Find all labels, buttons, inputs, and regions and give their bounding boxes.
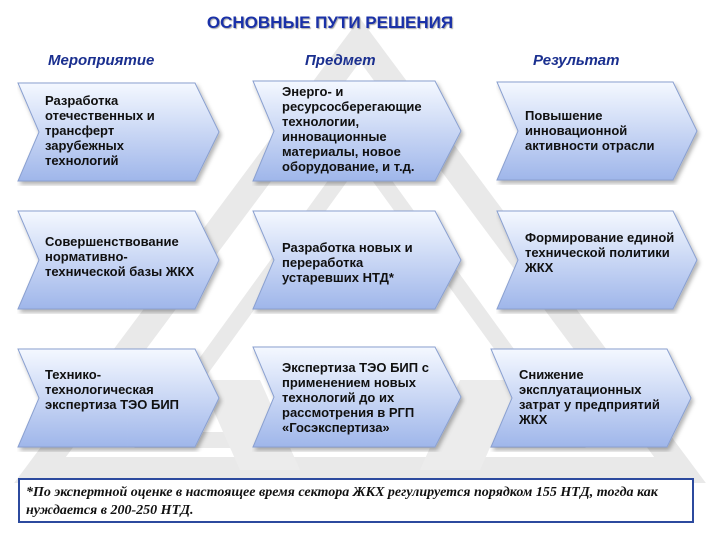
slide-title: ОСНОВНЫЕ ПУТИ РЕШЕНИЯ xyxy=(206,13,454,32)
subject-text-1: Энерго- и ресурсосберегающие технологии, инновационные материалы, новое оборудование, и т.д. xyxy=(282,84,422,174)
measure-text-3: Технико-технологическая экспертиза ТЭО БИП xyxy=(45,367,180,412)
measure-text-1: Разработка отечественных и трансферт зарубежных технологий xyxy=(45,93,155,168)
column-header-subject: Предмет xyxy=(305,52,376,69)
subject-text-3: Экспертиза ТЭО БИП с применением новых технологий до их рассмотрения в РГП «Госэкспертиза» xyxy=(282,360,429,435)
result-box-3 xyxy=(490,348,698,452)
subject-box-3 xyxy=(252,346,467,452)
result-box-1 xyxy=(496,81,704,185)
measure-box-2 xyxy=(17,210,225,314)
footnote: *По экспертной оценке в настоящее время сектора ЖКХ регулируется порядком 155 НТД, тогда как нуждается в 200-250 НТД. xyxy=(18,478,694,523)
column-header-result: Результат xyxy=(533,52,620,69)
result-text-2: Формирование единой технической политики ЖКХ xyxy=(525,230,675,275)
subject-box-1 xyxy=(252,80,467,186)
result-text-3: Снижение эксплуатационных затрат у предприятий ЖКХ xyxy=(519,367,660,427)
measure-box-3 xyxy=(17,348,225,452)
subject-text-2: Разработка новых и переработка устаревших НТД* xyxy=(282,240,413,285)
subject-box-2 xyxy=(252,210,467,314)
column-header-measure: Мероприятие xyxy=(48,52,155,69)
result-box-2 xyxy=(496,210,704,314)
result-text-1: Повышение инновационной активности отрасли xyxy=(525,108,655,153)
measure-text-2: Совершенствование нормативно-технической базы ЖКХ xyxy=(45,234,195,279)
measure-box-1 xyxy=(17,82,225,186)
